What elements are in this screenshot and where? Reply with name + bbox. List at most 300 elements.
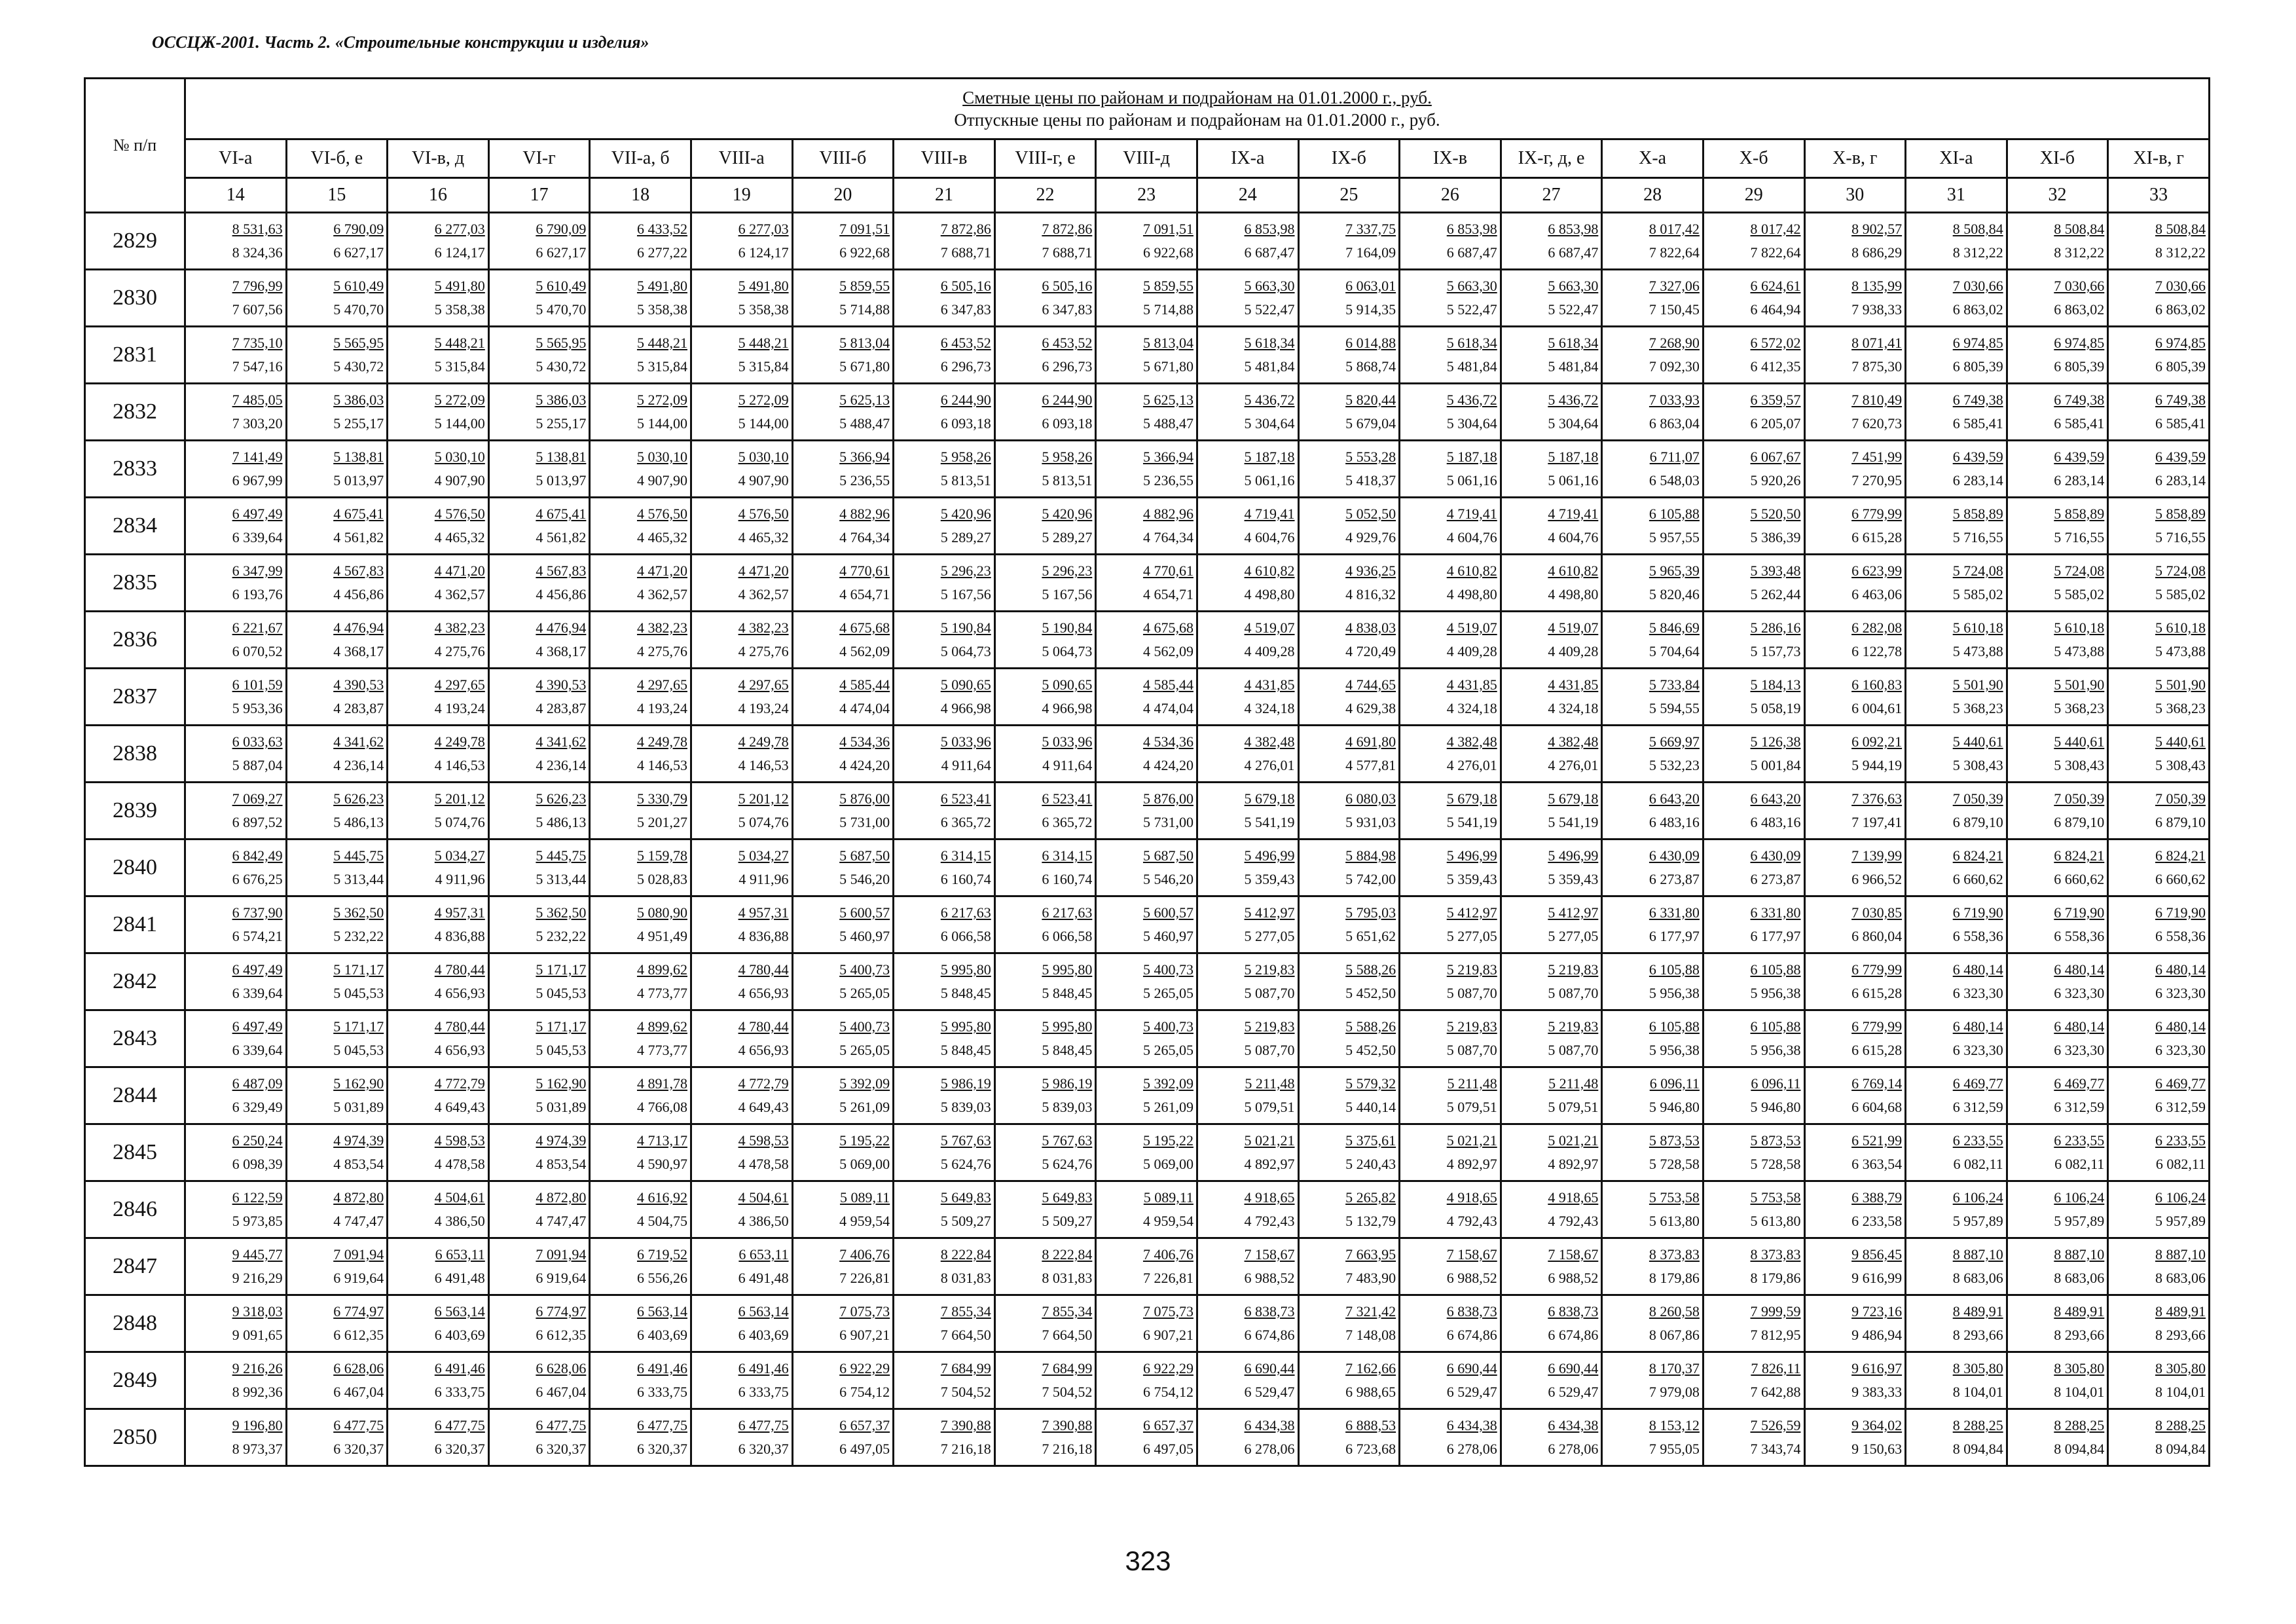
release-price: 5 308,43: [2054, 757, 2105, 773]
estimated-price: 6 439,59: [1952, 449, 2003, 465]
table-row: [85, 669, 2210, 726]
price-cell: [792, 612, 894, 669]
price-cell: [2007, 441, 2108, 498]
estimated-price: 4 675,68: [1142, 619, 1194, 636]
release-price: 4 929,76: [1345, 529, 1396, 545]
release-price: 6 615,28: [1851, 1042, 1903, 1058]
price-cell: [488, 555, 590, 612]
release-price: 6 320,37: [536, 1441, 587, 1457]
release-price: 5 265,05: [1142, 1042, 1194, 1058]
estimated-price: 8 222,84: [940, 1246, 991, 1263]
release-price: 5 956,38: [1750, 985, 1801, 1001]
price-cell: [1703, 840, 1804, 896]
estimated-price: 7 050,39: [2155, 790, 2206, 807]
estimated-price: 6 628,06: [333, 1360, 384, 1376]
release-price: 7 822,64: [1750, 244, 1801, 261]
release-price: 6 347,83: [940, 301, 991, 318]
release-price: 4 720,49: [1345, 643, 1396, 659]
price-cell: [1703, 1181, 1804, 1238]
table-row: [85, 441, 2210, 498]
estimated-price: 5 126,38: [1750, 733, 1801, 750]
release-price: 6 160,74: [1042, 871, 1093, 887]
price-cell: [2007, 213, 2108, 270]
release-price: 5 728,58: [1649, 1156, 1700, 1172]
release-price: 6 863,02: [1952, 301, 2003, 318]
price-cell: [2108, 555, 2210, 612]
price-cell: [894, 555, 995, 612]
estimated-price: 4 675,41: [333, 506, 384, 522]
estimated-price: 6 314,15: [1042, 847, 1093, 864]
price-cell: [792, 327, 894, 384]
column-header: XI-б: [2007, 139, 2108, 178]
estimated-price: 5 436,72: [1548, 392, 1599, 408]
estimated-price: 6 250,24: [232, 1132, 283, 1149]
price-cell: [388, 783, 489, 840]
estimated-price: 7 451,99: [1851, 449, 1903, 465]
price-cell: [994, 1010, 1096, 1067]
price-cell: [792, 555, 894, 612]
estimated-price: 7 855,34: [1042, 1303, 1093, 1320]
price-cell: [994, 327, 1096, 384]
price-cell: [1602, 783, 1704, 840]
price-cell: [185, 1124, 287, 1181]
release-price: 4 498,80: [1446, 586, 1497, 602]
estimated-price: 5 501,90: [2054, 676, 2105, 693]
release-price: 6 283,14: [2054, 472, 2105, 489]
estimated-price: 6 749,38: [1952, 392, 2003, 408]
estimated-price: 4 838,03: [1345, 619, 1396, 636]
estimated-price: 6 331,80: [1750, 904, 1801, 921]
estimated-price: 6 974,85: [2054, 335, 2105, 351]
price-cell: [388, 669, 489, 726]
release-price: 7 270,95: [1851, 472, 1903, 489]
price-cell: [1804, 270, 1906, 327]
release-price: 6 283,14: [2155, 472, 2206, 489]
price-cell: [1400, 1010, 1501, 1067]
price-cell: [691, 896, 792, 953]
price-cell: [792, 384, 894, 441]
estimated-price: 6 388,79: [1851, 1189, 1903, 1206]
price-cell: [1703, 327, 1804, 384]
release-price: 5 358,38: [738, 301, 789, 318]
release-price: 6 556,26: [636, 1270, 687, 1286]
estimated-price: 5 330,79: [636, 790, 687, 807]
price-cell: [1804, 612, 1906, 669]
price-cell: [1703, 1238, 1804, 1295]
price-cell: [994, 840, 1096, 896]
estimated-price: 5 219,83: [1244, 961, 1295, 978]
release-price: 6 615,28: [1851, 985, 1903, 1001]
price-cell: [1197, 1124, 1298, 1181]
release-price: 8 031,83: [1042, 1270, 1093, 1286]
release-price: 5 359,43: [1446, 871, 1497, 887]
price-cell: [792, 1067, 894, 1124]
estimated-price: 5 400,73: [839, 961, 890, 978]
estimated-price: 5 858,89: [2155, 506, 2206, 522]
estimated-price: 6 487,09: [232, 1075, 283, 1092]
column-number: 24: [1197, 178, 1298, 213]
row-number: 2842: [85, 953, 185, 1010]
price-cell: [691, 1295, 792, 1352]
column-header: VIII-г, е: [994, 139, 1096, 178]
release-price: 5 624,76: [940, 1156, 991, 1172]
price-cell: [2007, 270, 2108, 327]
price-cell: [1906, 441, 2007, 498]
column-number: 28: [1602, 178, 1704, 213]
estimated-price: 5 795,03: [1345, 904, 1396, 921]
estimated-price: 6 643,20: [1649, 790, 1700, 807]
release-price: 5 486,13: [536, 814, 587, 830]
price-cell: [792, 783, 894, 840]
table-row: [85, 1238, 2210, 1295]
price-cell: [1501, 327, 1602, 384]
release-price: 7 150,45: [1649, 301, 1700, 318]
price-cell: [185, 612, 287, 669]
release-price: 4 604,76: [1548, 529, 1599, 545]
price-cell: [185, 1352, 287, 1409]
estimated-price: 4 616,92: [636, 1189, 687, 1206]
estimated-price: 8 260,58: [1649, 1303, 1700, 1320]
row-number: 2833: [85, 441, 185, 498]
price-cell: [185, 327, 287, 384]
estimated-price: 5 211,48: [1245, 1075, 1295, 1092]
estimated-price: 4 382,48: [1244, 733, 1295, 750]
release-price: 4 816,32: [1345, 586, 1396, 602]
estimated-price: 8 305,80: [2054, 1360, 2105, 1376]
price-cell: [1501, 726, 1602, 783]
estimated-price: 8 508,84: [1952, 221, 2003, 237]
release-price: 4 465,32: [434, 529, 485, 545]
price-cell: [1906, 327, 2007, 384]
price-cell: [185, 1409, 287, 1466]
price-cell: [1096, 498, 1197, 555]
price-cell: [1400, 384, 1501, 441]
release-price: 5 848,45: [1042, 1042, 1093, 1058]
release-price: 6 277,22: [636, 244, 687, 261]
release-price: 7 216,18: [940, 1441, 991, 1457]
estimated-price: 7 030,66: [2155, 278, 2206, 294]
release-price: 6 907,21: [839, 1327, 890, 1343]
price-cell: [1197, 1409, 1298, 1466]
estimated-price: 5 286,16: [1750, 619, 1801, 636]
estimated-price: 6 314,15: [940, 847, 991, 864]
price-cell: [2108, 953, 2210, 1010]
release-price: 5 920,26: [1750, 472, 1801, 489]
estimated-price: 4 249,78: [738, 733, 789, 750]
price-cell: [185, 953, 287, 1010]
release-price: 6 558,36: [2155, 928, 2206, 944]
price-cell: [1400, 1409, 1501, 1466]
estimated-price: 6 497,49: [232, 506, 283, 522]
estimated-price: 6 824,21: [2155, 847, 2206, 864]
estimated-price: 6 469,77: [1952, 1075, 2003, 1092]
price-cell: [691, 555, 792, 612]
release-price: 4 907,90: [636, 472, 687, 489]
price-cell: [286, 1124, 388, 1181]
release-price: 5 509,27: [1042, 1213, 1093, 1229]
price-cell: [1400, 896, 1501, 953]
release-price: 8 031,83: [940, 1270, 991, 1286]
estimated-price: 6 105,88: [1649, 1018, 1700, 1035]
row-number: 2829: [85, 213, 185, 270]
estimated-price: 6 497,49: [232, 961, 283, 978]
price-cell: [691, 669, 792, 726]
price-cell: [185, 783, 287, 840]
release-price: 4 283,87: [536, 700, 587, 716]
column-number: 23: [1096, 178, 1197, 213]
price-cell: [1602, 555, 1704, 612]
header-title: [185, 79, 2210, 139]
price-cell: [1298, 384, 1400, 441]
price-cell: [488, 441, 590, 498]
estimated-price: 7 162,66: [1345, 1360, 1396, 1376]
price-cell: [894, 384, 995, 441]
estimated-price: 7 796,99: [232, 278, 283, 294]
estimated-price: 4 297,65: [434, 676, 485, 693]
estimated-price: 6 774,97: [536, 1303, 587, 1320]
estimated-price: 4 610,82: [1244, 563, 1295, 579]
estimated-price: 5 201,12: [738, 790, 789, 807]
release-price: 6 273,87: [1750, 871, 1801, 887]
estimated-price: 4 719,41: [1244, 506, 1295, 522]
estimated-price: 6 480,14: [2054, 1018, 2105, 1035]
release-price: 8 992,36: [232, 1384, 283, 1400]
release-price: 6 323,30: [1952, 1042, 2003, 1058]
price-cell: [2108, 1352, 2210, 1409]
price-cell: [286, 669, 388, 726]
release-price: 6 464,94: [1750, 301, 1801, 318]
price-cell: [488, 1181, 590, 1238]
column-number: 25: [1298, 178, 1400, 213]
estimated-price: 6 282,08: [1851, 619, 1903, 636]
estimated-price: 5 089,11: [839, 1189, 890, 1206]
release-price: 5 473,88: [2155, 643, 2206, 659]
release-price: 5 541,19: [1548, 814, 1599, 830]
release-price: 7 688,71: [940, 244, 991, 261]
release-price: 6 988,65: [1345, 1384, 1396, 1400]
release-price: 4 747,47: [333, 1213, 384, 1229]
release-price: 5 087,70: [1548, 1042, 1599, 1058]
price-cell: [2108, 498, 2210, 555]
price-cell: [388, 1352, 489, 1409]
estimated-price: 4 957,31: [738, 904, 789, 921]
release-price: 5 651,62: [1345, 928, 1396, 944]
estimated-price: 6 491,46: [738, 1360, 789, 1376]
release-price: 6 363,54: [1851, 1156, 1903, 1172]
release-price: 4 656,93: [738, 985, 789, 1001]
estimated-price: 4 899,62: [636, 1018, 687, 1035]
price-cell: [388, 498, 489, 555]
price-cell: [894, 441, 995, 498]
estimated-price: 6 653,11: [738, 1246, 789, 1263]
price-cell: [691, 498, 792, 555]
price-cell: [691, 1067, 792, 1124]
table-row: [85, 270, 2210, 327]
price-cell: [1096, 270, 1197, 327]
price-cell: [1602, 726, 1704, 783]
release-price: 5 452,50: [1345, 985, 1396, 1001]
price-cell: [792, 498, 894, 555]
column-number: 32: [2007, 178, 2108, 213]
release-price: 6 805,39: [2155, 358, 2206, 375]
price-cell: [388, 270, 489, 327]
row-number: 2838: [85, 726, 185, 783]
estimated-price: 9 723,16: [1851, 1303, 1903, 1320]
release-price: 4 604,76: [1244, 529, 1295, 545]
release-price: 6 312,59: [1952, 1099, 2003, 1115]
release-price: 7 664,50: [1042, 1327, 1093, 1343]
estimated-price: 9 216,26: [232, 1360, 283, 1376]
estimated-price: 5 626,23: [536, 790, 587, 807]
price-cell: [1906, 1010, 2007, 1067]
estimated-price: 5 669,97: [1649, 733, 1700, 750]
release-price: 5 973,85: [232, 1213, 283, 1229]
release-price: 4 478,58: [738, 1156, 789, 1172]
release-price: 6 966,52: [1851, 871, 1903, 887]
estimated-price: 6 572,02: [1750, 335, 1801, 351]
table-row: [85, 1181, 2210, 1238]
price-cell: [2007, 498, 2108, 555]
release-price: 5 839,03: [940, 1099, 991, 1115]
price-cell: [1703, 555, 1804, 612]
column-header: IX-б: [1298, 139, 1400, 178]
release-price: 5 277,05: [1446, 928, 1497, 944]
estimated-price: 4 249,78: [434, 733, 485, 750]
release-price: 7 642,88: [1750, 1384, 1801, 1400]
price-cell: [1602, 612, 1704, 669]
release-price: 4 773,77: [636, 1042, 687, 1058]
release-price: 6 296,73: [940, 358, 991, 375]
estimated-price: 5 846,69: [1649, 619, 1700, 636]
price-cell: [1804, 327, 1906, 384]
release-price: 5 201,27: [636, 814, 687, 830]
estimated-price: 8 305,80: [1952, 1360, 2003, 1376]
price-cell: [590, 327, 691, 384]
table-row: [85, 498, 2210, 555]
estimated-price: 6 505,16: [1042, 278, 1093, 294]
release-price: 5 079,51: [1446, 1099, 1497, 1115]
price-cell: [286, 1010, 388, 1067]
release-price: 5 957,89: [2054, 1213, 2105, 1229]
estimated-price: 6 359,57: [1750, 392, 1801, 408]
estimated-price: 6 749,38: [2155, 392, 2206, 408]
price-cell: [1804, 1409, 1906, 1466]
estimated-price: 5 393,48: [1750, 563, 1801, 579]
release-price: 5 045,53: [536, 985, 587, 1001]
estimated-price: 5 679,18: [1446, 790, 1497, 807]
estimated-price: 5 588,26: [1345, 1018, 1396, 1035]
price-cell: [590, 441, 691, 498]
release-price: 5 315,84: [738, 358, 789, 375]
price-cell: [1197, 441, 1298, 498]
price-cell: [1906, 1352, 2007, 1409]
release-price: 5 430,72: [333, 358, 384, 375]
column-header: IX-г, д, е: [1501, 139, 1602, 178]
release-price: 4 792,43: [1548, 1213, 1599, 1229]
estimated-price: 4 744,65: [1345, 676, 1396, 693]
estimated-price: 5 618,34: [1244, 335, 1295, 351]
release-price: 6 066,58: [1042, 928, 1093, 944]
release-price: 4 577,81: [1345, 757, 1396, 773]
estimated-price: 6 769,14: [1851, 1075, 1903, 1092]
price-cell: [1703, 726, 1804, 783]
price-cell: [1906, 896, 2007, 953]
estimated-price: 6 453,52: [940, 335, 991, 351]
release-price: 9 091,65: [232, 1327, 283, 1343]
release-price: 7 303,20: [232, 415, 283, 432]
estimated-price: 5 679,18: [1244, 790, 1295, 807]
estimated-price: 4 974,39: [333, 1132, 384, 1149]
estimated-price: 4 390,53: [536, 676, 587, 693]
estimated-price: 5 375,61: [1345, 1132, 1396, 1149]
estimated-price: 6 719,90: [2155, 904, 2206, 921]
release-price: 7 664,50: [940, 1327, 991, 1343]
column-number: 16: [388, 178, 489, 213]
row-number: 2832: [85, 384, 185, 441]
estimated-price: 7 406,76: [839, 1246, 890, 1263]
estimated-price: 4 534,36: [1142, 733, 1194, 750]
release-price: 5 289,27: [1042, 529, 1093, 545]
release-price: 6 585,41: [1952, 415, 2003, 432]
column-number: 27: [1501, 178, 1602, 213]
release-price: 5 957,55: [1649, 529, 1700, 545]
price-cell: [1096, 953, 1197, 1010]
estimated-price: 5 400,73: [1142, 1018, 1194, 1035]
price-cell: [2007, 384, 2108, 441]
price-cell: [994, 1295, 1096, 1352]
estimated-price: 5 491,80: [636, 278, 687, 294]
release-price: 6 612,35: [536, 1327, 587, 1343]
release-price: 4 275,76: [434, 643, 485, 659]
price-cell: [792, 1238, 894, 1295]
release-price: 6 919,64: [333, 1270, 384, 1286]
release-price: 5 594,55: [1649, 700, 1700, 716]
estimated-price: 5 162,90: [536, 1075, 587, 1092]
release-price: 5 028,83: [636, 871, 687, 887]
row-number: 2843: [85, 1010, 185, 1067]
estimated-price: 8 887,10: [1952, 1246, 2003, 1263]
header-row-number: № п/п: [85, 79, 185, 213]
estimated-price: 5 030,10: [434, 449, 485, 465]
release-price: 6 278,06: [1548, 1441, 1599, 1457]
release-price: 4 368,17: [536, 643, 587, 659]
estimated-price: 5 813,04: [1142, 335, 1194, 351]
estimated-price: 8 017,42: [1750, 221, 1801, 237]
price-cell: [2108, 270, 2210, 327]
release-price: 4 283,87: [333, 700, 384, 716]
estimated-price: 7 810,49: [1851, 392, 1903, 408]
price-cell: [1400, 1238, 1501, 1295]
estimated-price: 9 856,45: [1851, 1246, 1903, 1263]
release-price: 7 504,52: [1042, 1384, 1093, 1400]
release-price: 4 386,50: [434, 1213, 485, 1229]
release-price: 5 813,51: [1042, 472, 1093, 489]
estimated-price: 5 663,30: [1446, 278, 1497, 294]
price-cell: [1400, 213, 1501, 270]
price-cell: [1703, 498, 1804, 555]
estimated-price: 5 995,80: [1042, 1018, 1093, 1035]
price-table: [84, 77, 2210, 1467]
estimated-price: 6 221,67: [232, 619, 283, 636]
release-price: 6 988,52: [1446, 1270, 1497, 1286]
release-price: 6 339,64: [232, 985, 283, 1001]
price-cell: [1197, 1010, 1298, 1067]
estimated-price: 5 884,98: [1345, 847, 1396, 864]
release-price: 4 892,97: [1244, 1156, 1295, 1172]
release-price: 5 613,80: [1750, 1213, 1801, 1229]
release-price: 5 087,70: [1446, 1042, 1497, 1058]
release-price: 5 386,39: [1750, 529, 1801, 545]
